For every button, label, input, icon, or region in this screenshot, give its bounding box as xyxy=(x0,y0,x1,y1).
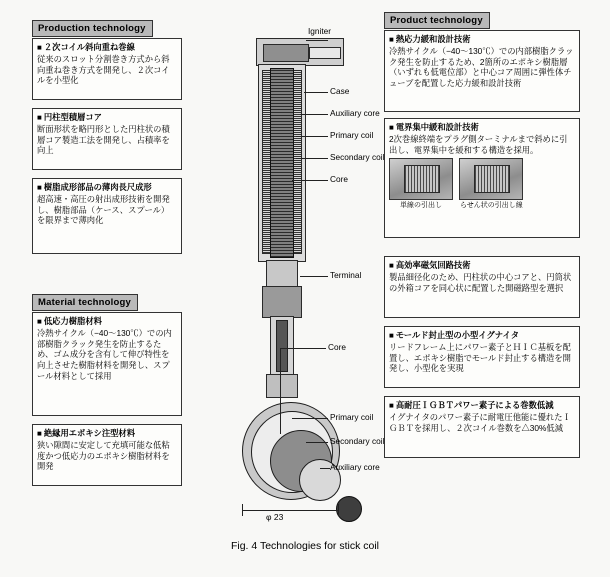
leader-auxiliary-core-xs xyxy=(320,468,330,469)
case-neck xyxy=(266,260,298,288)
plug-boot xyxy=(266,374,298,398)
inset-single-lead-photo xyxy=(389,158,453,209)
cross-section-core xyxy=(336,496,362,522)
leader-core-xs xyxy=(280,348,326,349)
label-igniter: Igniter xyxy=(308,26,332,36)
stem-core xyxy=(276,320,288,372)
material-item-1 xyxy=(32,312,182,416)
label-core: Core xyxy=(330,174,348,184)
material-item-2-body: 狭い隙間に安定して充填可能な低粘度かつ低応力のエポキシ樹脂材料を開発 xyxy=(37,440,170,472)
leader-primary-coil-xs xyxy=(292,418,328,419)
inset-spiral-lead-photo xyxy=(459,158,523,209)
cross-section-secondary-coil xyxy=(251,411,333,493)
terminal-block xyxy=(262,286,302,318)
leader-primary-coil xyxy=(296,136,328,137)
product-item-3 xyxy=(384,256,580,318)
label-auxiliary-core-xs: Auxiliary core xyxy=(330,462,380,472)
product-item-2-body: 2次巻線終端をプラグ側ターミナルまで斜めに引出し、電界集中を緩和する構造を採用。 xyxy=(389,134,568,155)
leader-secondary-coil xyxy=(296,158,328,159)
production-item-2-title: ■ 円柱型積層コア xyxy=(37,112,177,123)
stick-coil-diagram xyxy=(196,18,396,530)
label-terminal: Terminal xyxy=(330,270,362,280)
production-item-1 xyxy=(32,38,182,100)
igniter-housing xyxy=(256,38,344,66)
dimension-tick-right xyxy=(338,504,339,516)
material-item-2-title: ■ 絶縁用エポキシ注型材料 xyxy=(37,428,177,439)
leader-igniter xyxy=(306,40,328,41)
production-item-3-body: 超高速・高圧の射出成形技術を開発し、樹脂部品（ケース、スプール）を限界まで薄肉化 xyxy=(37,194,170,226)
product-item-2-title: ■ 電界集中緩和設計技術 xyxy=(389,122,575,133)
dimension-tick-left xyxy=(242,504,243,516)
production-item-2-body: 断面形状を略円形とした円柱状の積層コア製造工法を開発し、占積率を向上 xyxy=(37,124,170,156)
product-item-4-title: ■ モールド封止型の小型イグナイタ xyxy=(389,330,575,341)
product-item-2 xyxy=(384,118,580,238)
product-item-3-title: ■ 高効率磁気回路技術 xyxy=(389,260,575,271)
figure-caption: Fig. 4 Technologies for stick coil xyxy=(230,540,380,552)
material-item-1-body: 冷熱サイクル（−40〜130℃）での内部樹脂クラック発生を防止するため、ゴム成分を含有して伸び特性を向上させた樹脂材料を開発し、スプール材料として採用 xyxy=(37,328,172,381)
center-core xyxy=(270,68,294,258)
product-item-5-title: ■ 高耐圧ＩＧＢＴパワー素子による巻数低減 xyxy=(389,400,575,411)
production-item-1-title: ■ ２次コイル斜向重ね巻線 xyxy=(37,42,177,53)
production-item-3 xyxy=(32,178,182,254)
leader-auxiliary-core xyxy=(300,114,328,115)
leader-core xyxy=(292,180,328,181)
production-item-3-title: ■ 樹脂成形部品の薄肉長尺成形 xyxy=(37,182,177,193)
product-item-4 xyxy=(384,326,580,388)
leader-case xyxy=(304,92,328,93)
inset-1-label: 単線の引出し xyxy=(400,201,442,209)
product-item-1-body: 冷熱サイクル（−40〜130℃）での内部樹脂クラック発生を防止するため、2箇所のエポキシ樹脂層（いずれも低電位部）と中心コア周囲に弾性体チューブを配置した応力緩和設計技術 xyxy=(389,46,574,89)
label-secondary-coil: Secondary coil xyxy=(330,152,385,162)
secondary-coil-right xyxy=(293,70,302,254)
leader-terminal xyxy=(300,276,328,277)
dimension-line xyxy=(242,510,338,511)
section-header-material: Material technology xyxy=(32,294,138,311)
label-core-xs: Core xyxy=(328,342,346,352)
material-item-2 xyxy=(32,424,182,486)
material-item-1-title: ■ 低応力樹脂材料 xyxy=(37,316,177,327)
leader-secondary-coil-xs xyxy=(306,442,328,443)
lead-wire-illustration xyxy=(404,165,440,193)
leader-core-xs-vertical xyxy=(280,348,281,434)
product-item-5-body: イグナイタのパワー素子に耐電圧他能に優れたＩＧＢＴを採用し、２次コイル巻数を△30%低減 xyxy=(389,412,571,433)
product-item-4-body: リードフレーム上にパワー素子とＨＩＣ基板を配置し、エポキシ樹脂でモールド封止する構造を開発し、小型化を実現 xyxy=(389,342,571,374)
production-item-1-body: 従来のスロット分割巻き方式から斜向重ね巻き方式を開発し、２次コイルを小型化 xyxy=(37,54,170,86)
label-auxiliary-core: Auxiliary core xyxy=(330,108,380,118)
product-item-2-insets xyxy=(389,158,575,209)
cross-section-primary-coil xyxy=(270,430,332,492)
igniter-module xyxy=(263,44,309,62)
section-header-product: Product technology xyxy=(384,12,490,29)
cross-section-auxiliary-core xyxy=(242,402,340,500)
production-item-2 xyxy=(32,108,182,170)
label-primary-coil: Primary coil xyxy=(330,130,374,140)
dimension-label: φ 23 xyxy=(266,512,284,522)
core-lamination-hatch xyxy=(271,69,293,257)
igniter-connector xyxy=(309,47,341,59)
product-item-1-title: ■ 熱応力緩和設計技術 xyxy=(389,34,575,45)
section-header-production: Production technology xyxy=(32,20,153,37)
label-primary-coil-xs: Primary coil xyxy=(330,412,374,422)
product-item-5 xyxy=(384,396,580,458)
label-secondary-coil-xs: Secondary coil xyxy=(330,436,385,446)
label-case: Case xyxy=(330,86,350,96)
inset-2-label: らせん状の引出し線 xyxy=(460,201,523,209)
spiral-lead-illustration xyxy=(474,165,510,193)
product-item-3-body: 製品細径化のため、円柱状の中心コアと、円筒状の外箱コアを同心状に配置した開磁路型を選択 xyxy=(389,272,572,293)
product-item-1 xyxy=(384,30,580,112)
